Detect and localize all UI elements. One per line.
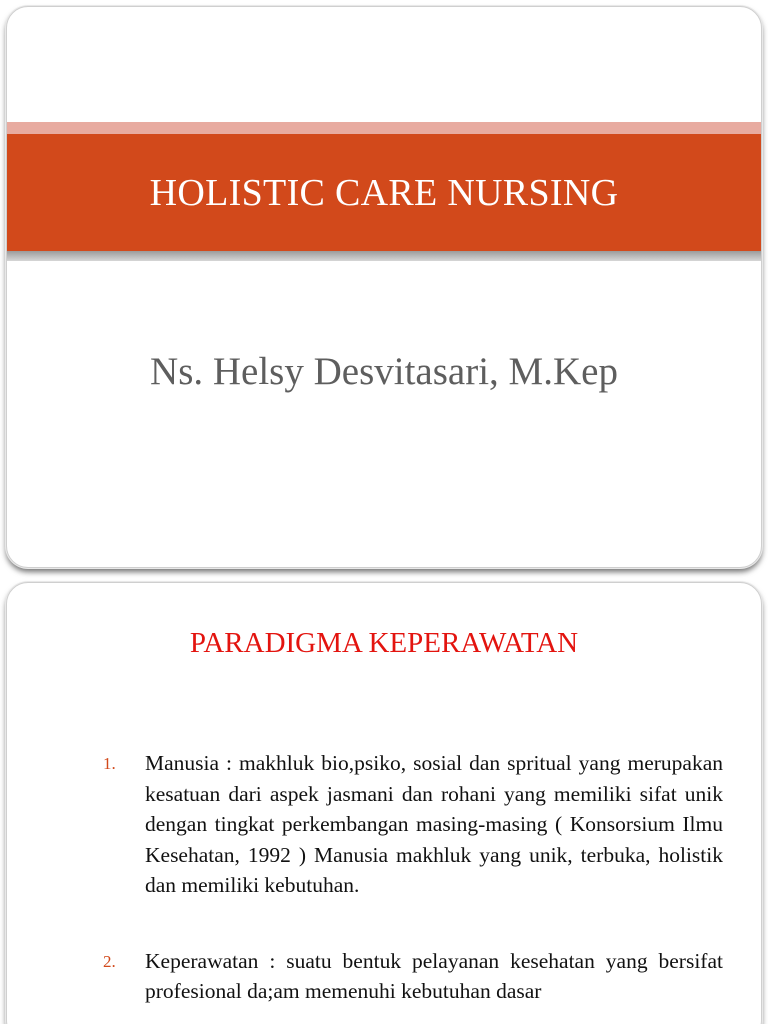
numbered-list <box>103 748 723 1024</box>
slide-heading: PARADIGMA KEPERAWATAN <box>189 627 579 659</box>
list-item-number: 2. <box>103 951 116 971</box>
list-item-text: Manusia : makhluk bio,psiko, sosial dan spritual yang merupakan kesatuan dari aspek jasmani dan rohani yang memiliki sifat unik dengan tingkat perkembangan masing-masing ( Konsorsium Ilmu Kesehatan, 1992 ) Manusia makhluk yang unik, terbuka, holistik dan memiliki kebutuhan. <box>145 751 723 897</box>
list-item <box>103 946 723 1007</box>
slide-title-text: HOLISTIC CARE NURSING <box>149 171 619 214</box>
title-band-accent <box>7 122 761 134</box>
list-item-number: 1. <box>103 754 116 773</box>
title-band-shadow <box>7 251 761 261</box>
list-item-text: Keperawatan : suatu bentuk pelayanan kesehatan yang bersifat profesional da;am memenuhi kebutuhan dasar <box>145 948 723 1003</box>
title-band <box>7 134 761 251</box>
slide-title <box>6 6 762 568</box>
slide-paradigma <box>6 582 762 1024</box>
list-item <box>103 748 723 901</box>
slide-subtitle-author: Ns. Helsy Desvitasari, M.Kep <box>150 350 618 393</box>
